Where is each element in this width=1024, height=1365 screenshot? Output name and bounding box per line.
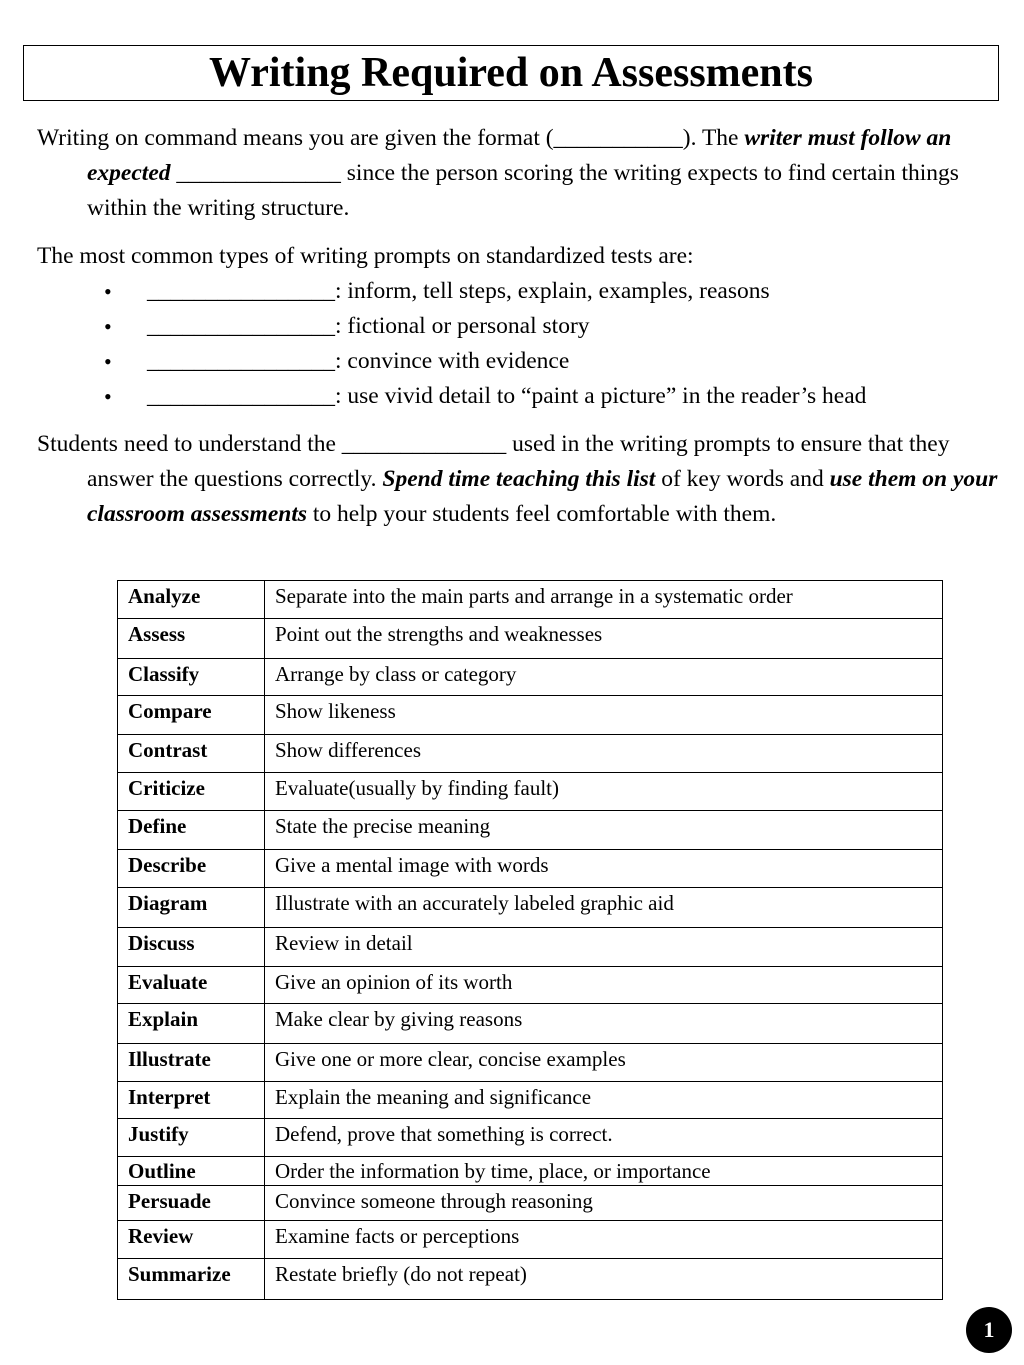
term-cell: Review bbox=[118, 1221, 265, 1259]
list-item bbox=[104, 309, 866, 344]
table-row bbox=[118, 928, 943, 967]
table-row bbox=[118, 1157, 943, 1186]
key-words-text-3: to help your students feel comfortable with them. bbox=[307, 501, 777, 527]
term-cell: Classify bbox=[118, 659, 265, 696]
table-row bbox=[118, 1186, 943, 1221]
definition-cell: Explain the meaning and significance bbox=[265, 1082, 943, 1119]
definition-cell: Give a mental image with words bbox=[265, 850, 943, 888]
term-cell: Discuss bbox=[118, 928, 265, 967]
table-row bbox=[118, 1004, 943, 1044]
list-item bbox=[104, 344, 866, 379]
term-cell: Assess bbox=[118, 619, 265, 659]
term-cell: Evaluate bbox=[118, 967, 265, 1004]
definition-cell: Show differences bbox=[265, 735, 943, 773]
table-row bbox=[118, 581, 943, 619]
table-row bbox=[118, 1082, 943, 1119]
term-cell: Interpret bbox=[118, 1082, 265, 1119]
definition-cell: Make clear by giving reasons bbox=[265, 1004, 943, 1044]
bullet-text: ________________: convince with evidence bbox=[147, 348, 570, 374]
bullet-text: ________________: use vivid detail to “paint a picture” in the reader’s head bbox=[147, 383, 867, 409]
list-item bbox=[104, 379, 866, 414]
intro-text-1: Writing on command means you are given the format (___________). The bbox=[37, 125, 745, 151]
term-cell: Illustrate bbox=[118, 1044, 265, 1082]
key-words-table bbox=[117, 580, 943, 1300]
table-row bbox=[118, 888, 943, 928]
term-cell: Summarize bbox=[118, 1259, 265, 1300]
table-row bbox=[118, 619, 943, 659]
prompt-types-list bbox=[104, 274, 866, 414]
definition-cell: Give an opinion of its worth bbox=[265, 967, 943, 1004]
bullet-icon: • bbox=[104, 384, 112, 409]
bullet-text: ________________: inform, tell steps, explain, examples, reasons bbox=[147, 278, 770, 304]
table-row bbox=[118, 659, 943, 696]
term-cell: Justify bbox=[118, 1119, 265, 1157]
definition-cell: Review in detail bbox=[265, 928, 943, 967]
definition-cell: Arrange by class or category bbox=[265, 659, 943, 696]
bullet-icon: • bbox=[104, 349, 112, 374]
definition-cell: Order the information by time, place, or importance bbox=[265, 1157, 943, 1186]
definition-cell: Evaluate(usually by finding fault) bbox=[265, 773, 943, 811]
key-words-text-1: Students need to understand the ______________ used in the writing prompts to ensure that they answer the questions correctly. bbox=[37, 431, 950, 492]
term-cell: Contrast bbox=[118, 735, 265, 773]
term-cell: Define bbox=[118, 811, 265, 850]
page-number: 1 bbox=[983, 1317, 995, 1342]
definition-cell: Restate briefly (do not repeat) bbox=[265, 1259, 943, 1300]
table-row bbox=[118, 967, 943, 1004]
table-row bbox=[118, 811, 943, 850]
page-number-badge bbox=[966, 1307, 1012, 1353]
intro-emphasis: writer must follow an expected bbox=[87, 125, 952, 186]
table-row bbox=[118, 1221, 943, 1259]
term-cell: Outline bbox=[118, 1157, 265, 1186]
table-row bbox=[118, 850, 943, 888]
key-words-emphasis-2: use them on your classroom assessments bbox=[87, 466, 998, 527]
term-cell: Describe bbox=[118, 850, 265, 888]
term-cell: Analyze bbox=[118, 581, 265, 619]
definition-cell: Examine facts or perceptions bbox=[265, 1221, 943, 1259]
title-box bbox=[23, 45, 999, 101]
definition-cell: Give one or more clear, concise examples bbox=[265, 1044, 943, 1082]
table-row bbox=[118, 696, 943, 735]
term-cell: Criticize bbox=[118, 773, 265, 811]
definition-cell: Separate into the main parts and arrange in a systematic order bbox=[265, 581, 943, 619]
prompt-types-intro: The most common types of writing prompts on standardized tests are: bbox=[37, 243, 694, 269]
definition-cell: Illustrate with an accurately labeled graphic aid bbox=[265, 888, 943, 928]
bullet-text: ________________: fictional or personal story bbox=[147, 313, 590, 339]
list-item bbox=[104, 274, 866, 309]
definition-cell: State the precise meaning bbox=[265, 811, 943, 850]
term-cell: Persuade bbox=[118, 1186, 265, 1221]
bullet-icon: • bbox=[104, 279, 112, 304]
term-cell: Diagram bbox=[118, 888, 265, 928]
bullet-icon: • bbox=[104, 314, 112, 339]
table-row bbox=[118, 735, 943, 773]
intro-paragraph bbox=[37, 121, 997, 226]
definition-cell: Defend, prove that something is correct. bbox=[265, 1119, 943, 1157]
term-cell: Explain bbox=[118, 1004, 265, 1044]
table-row bbox=[118, 1119, 943, 1157]
term-cell: Compare bbox=[118, 696, 265, 735]
key-words-paragraph bbox=[37, 427, 1002, 532]
key-words-text-2: of key words and bbox=[655, 466, 830, 492]
key-words-emphasis-1: Spend time teaching this list bbox=[382, 466, 656, 492]
table-row bbox=[118, 1044, 943, 1082]
page-title: Writing Required on Assessments bbox=[208, 50, 814, 96]
table-row bbox=[118, 773, 943, 811]
definition-cell: Convince someone through reasoning bbox=[265, 1186, 943, 1221]
definition-cell: Point out the strengths and weaknesses bbox=[265, 619, 943, 659]
table-row bbox=[118, 1259, 943, 1300]
definition-cell: Show likeness bbox=[265, 696, 943, 735]
intro-text-2: ______________ since the person scoring the writing expects to find certain things within the writing structure. bbox=[87, 160, 959, 221]
